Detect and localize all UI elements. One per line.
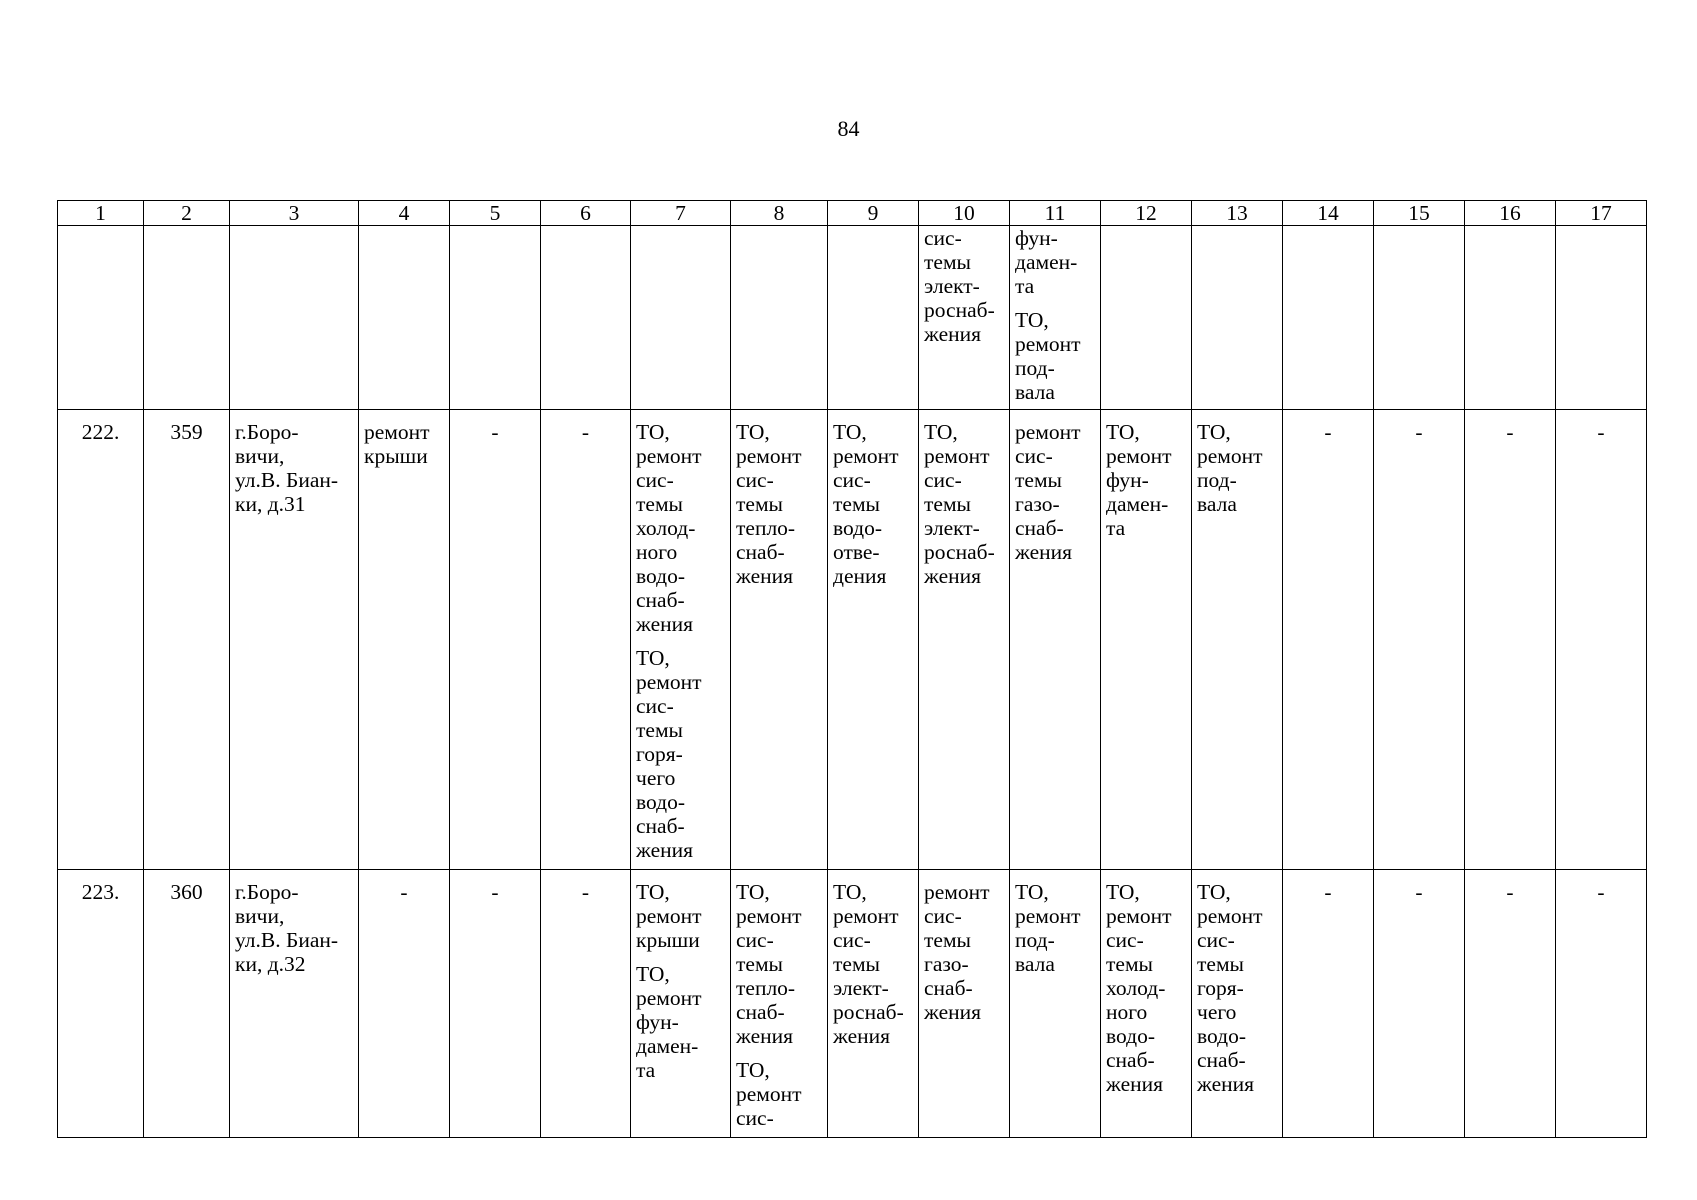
cell-paragraph (1106, 420, 1186, 540)
cell-text-line: дамен- (1106, 492, 1169, 516)
table-cell (1101, 410, 1192, 870)
cell-text-line: сис- (924, 468, 962, 492)
cell-text-line: сис- (636, 468, 674, 492)
cell-text-line: газо- (924, 952, 969, 976)
cell-text-line: ТО, (736, 1058, 770, 1082)
cell-text-line: снаб- (636, 814, 685, 838)
cell-text-line: темы (924, 928, 971, 952)
cell-text-line: жения (924, 1000, 982, 1024)
continuation-row (58, 226, 1647, 410)
column-number: 15 (1374, 201, 1465, 226)
cell-paragraph (636, 962, 725, 1082)
cell-text-line: ремонт (636, 986, 702, 1010)
table-cell: - (1283, 410, 1374, 870)
cell-text-line: та (1106, 516, 1126, 540)
table-cell (919, 410, 1010, 870)
table-cell (731, 870, 828, 1138)
cell-text-line: элект- (924, 516, 980, 540)
cell-text-line: ТО, (924, 420, 958, 444)
cell-text-line: г.Боро- (235, 420, 299, 444)
table-cell: - (1465, 410, 1556, 870)
cell-text-line: роснаб- (833, 1000, 904, 1024)
cell-paragraph (736, 1058, 822, 1130)
cell-paragraph (833, 880, 913, 1048)
column-number: 5 (450, 201, 541, 226)
cell-paragraph (736, 880, 822, 1048)
table-cell: - (541, 410, 631, 870)
cell-text-line: водо- (1197, 1024, 1246, 1048)
cell-text-line: под- (1015, 356, 1055, 380)
column-number: 3 (230, 201, 359, 226)
column-number: 6 (541, 201, 631, 226)
table-cell (1192, 410, 1283, 870)
cell-text-line: ул.В. Биан- (235, 468, 339, 492)
cell-text-line: ТО, (1197, 880, 1231, 904)
cell-text-line: ТО, (636, 962, 670, 986)
cell-text-line: ремонт (1106, 904, 1172, 928)
table-cell (541, 226, 631, 410)
cell-text-line: ремонт (364, 420, 430, 444)
cell-text-line: жения (736, 1024, 794, 1048)
cell-text-line: темы (636, 492, 683, 516)
cell-text-line: водо- (833, 516, 882, 540)
cell-text-line: ремонт (924, 880, 990, 904)
table-cell (1010, 410, 1101, 870)
cell-text-line: ки, д.32 (235, 952, 306, 976)
cell-text-line: фун- (1106, 468, 1149, 492)
cell-text-line: темы (833, 492, 880, 516)
cell-text-line: темы (924, 250, 971, 274)
table-cell (1010, 870, 1101, 1138)
column-number: 9 (828, 201, 919, 226)
cell-text-line: ки, д.31 (235, 492, 306, 516)
table-cell (919, 226, 1010, 410)
column-number: 13 (1192, 201, 1283, 226)
cell-text-line: водо- (636, 790, 685, 814)
cell-text-line: водо- (1106, 1024, 1155, 1048)
row-number: 223. (58, 870, 144, 1138)
table-cell: - (1374, 870, 1465, 1138)
column-number: 12 (1101, 201, 1192, 226)
cell-text-line: ТО, (1015, 308, 1049, 332)
cell-text-line: темы (924, 492, 971, 516)
column-number: 7 (631, 201, 731, 226)
cell-text-line: сис- (636, 694, 674, 718)
column-number: 8 (731, 201, 828, 226)
cell-text-line: ремонт (924, 444, 990, 468)
table-cell (1010, 226, 1101, 410)
cell-text-line: жения (636, 838, 694, 862)
table-cell: - (1556, 410, 1647, 870)
cell-text-line: тепло- (736, 976, 796, 1000)
cell-text-line: дамен- (636, 1034, 699, 1058)
table-cell (828, 870, 919, 1138)
table-cell: - (1556, 870, 1647, 1138)
table-cell (359, 410, 450, 870)
table-cell (1101, 870, 1192, 1138)
cell-text-line: ТО, (636, 646, 670, 670)
cell-text-line: жения (1015, 540, 1073, 564)
cell-text-line: снаб- (924, 976, 973, 1000)
cell-text-line: ремонт (636, 670, 702, 694)
cell-text-line: фун- (636, 1010, 679, 1034)
cell-text-line: ремонт (736, 904, 802, 928)
cell-text-line: элект- (924, 274, 980, 298)
column-number: 4 (359, 201, 450, 226)
cell-text-line: ТО, (736, 420, 770, 444)
cell-paragraph (1015, 880, 1095, 976)
cell-text-line: вала (1015, 380, 1055, 404)
cell-text-line: снаб- (736, 540, 785, 564)
cell-text-line: ремонт (1197, 904, 1263, 928)
column-number: 16 (1465, 201, 1556, 226)
cell-text-line: темы (1197, 952, 1244, 976)
table-cell: - (1283, 870, 1374, 1138)
cell-paragraph (636, 420, 725, 636)
cell-text-line: ремонт (1015, 420, 1081, 444)
column-number-row (58, 201, 1647, 226)
table-cell (1192, 226, 1283, 410)
column-number: 1 (58, 201, 144, 226)
cell-text-line: снаб- (1197, 1048, 1246, 1072)
cell-text-line: вичи, (235, 904, 285, 928)
cell-text-line: фун- (1015, 226, 1058, 250)
cell-text-line: сис- (736, 468, 774, 492)
cell-text-line: сис- (833, 928, 871, 952)
cell-text-line: снаб- (1106, 1048, 1155, 1072)
cell-text-line: сис- (924, 226, 962, 250)
cell-text-line: ного (636, 540, 678, 564)
table-cell: - (1465, 870, 1556, 1138)
cell-text-line: ТО, (1106, 880, 1140, 904)
table-cell (1374, 226, 1465, 410)
cell-paragraph (1106, 880, 1186, 1096)
cell-text-line: крыши (636, 928, 700, 952)
cell-text-line: снаб- (636, 588, 685, 612)
cell-text-line: элект- (833, 976, 889, 1000)
table-cell (359, 226, 450, 410)
cell-text-line: вала (1015, 952, 1055, 976)
cell-text-line: жения (833, 1024, 891, 1048)
cell-text-line: ремонт (1197, 444, 1263, 468)
cell-text-line: ТО, (833, 420, 867, 444)
cell-text-line: жения (1197, 1072, 1255, 1096)
table-cell (631, 870, 731, 1138)
cell-paragraph (1197, 880, 1277, 1096)
cell-text-line: роснаб- (924, 540, 995, 564)
cell-text-line: сис- (736, 1106, 774, 1130)
cell-text-line: сис- (924, 904, 962, 928)
cell-text-line: жения (636, 612, 694, 636)
cell-text-line: темы (736, 952, 783, 976)
cell-paragraph (364, 420, 444, 468)
cell-text-line: вала (1197, 492, 1237, 516)
cell-text-line: под- (1197, 468, 1237, 492)
cell-text-line: ТО, (1015, 880, 1049, 904)
cell-text-line: ТО, (1106, 420, 1140, 444)
cell-text-line: чего (636, 766, 676, 790)
cell-text-line: сис- (736, 928, 774, 952)
column-number: 10 (919, 201, 1010, 226)
cell-text-line: водо- (636, 564, 685, 588)
table-cell (631, 226, 731, 410)
table-cell (230, 226, 359, 410)
row-code: 359 (144, 410, 230, 870)
cell-text-line: ремонт (833, 444, 899, 468)
table-cell (1101, 226, 1192, 410)
table-cell (58, 226, 144, 410)
row-address (230, 870, 359, 1138)
table-cell: - (450, 410, 541, 870)
table-cell: - (359, 870, 450, 1138)
cell-text-line: ремонт (833, 904, 899, 928)
column-number: 11 (1010, 201, 1101, 226)
cell-text-line: холод- (636, 516, 696, 540)
table-cell (1192, 870, 1283, 1138)
cell-text-line: ТО, (636, 880, 670, 904)
cell-text-line: ремонт (1015, 332, 1081, 356)
cell-text-line: горя- (1197, 976, 1244, 1000)
cell-text-line: чего (1197, 1000, 1237, 1024)
cell-text-line: ремонт (736, 444, 802, 468)
table-cell (919, 870, 1010, 1138)
table-cell: - (541, 870, 631, 1138)
cell-text-line: темы (636, 718, 683, 742)
table-cell (144, 226, 230, 410)
cell-text-line: ТО, (736, 880, 770, 904)
cell-text-line: дамен- (1015, 250, 1078, 274)
cell-text-line: та (636, 1058, 656, 1082)
column-number: 17 (1556, 201, 1647, 226)
cell-paragraph (736, 420, 822, 588)
cell-text-line: темы (1106, 952, 1153, 976)
cell-paragraph (636, 880, 725, 952)
table-row (58, 410, 1647, 870)
table-cell: - (1374, 410, 1465, 870)
table-cell (828, 226, 919, 410)
row-code: 360 (144, 870, 230, 1138)
cell-text-line: ремонт (636, 444, 702, 468)
table-cell (731, 410, 828, 870)
cell-text-line: вичи, (235, 444, 285, 468)
cell-text-line: крыши (364, 444, 428, 468)
table-cell (1465, 226, 1556, 410)
cell-text-line: ремонт (1106, 444, 1172, 468)
cell-text-line: сис- (1015, 444, 1053, 468)
cell-text-line: ТО, (833, 880, 867, 904)
cell-paragraph (1197, 420, 1277, 516)
cell-text-line: отве- (833, 540, 880, 564)
table-cell (1283, 226, 1374, 410)
cell-paragraph (924, 226, 1004, 346)
table-cell (1556, 226, 1647, 410)
cell-paragraph (636, 646, 725, 862)
cell-text-line: жения (924, 564, 982, 588)
table-cell: - (450, 870, 541, 1138)
cell-text-line: ного (1106, 1000, 1148, 1024)
row-number: 222. (58, 410, 144, 870)
cell-paragraph (1015, 308, 1095, 404)
cell-text-line: та (1015, 274, 1035, 298)
cell-text-line: темы (1015, 468, 1062, 492)
cell-text-line: жения (924, 322, 982, 346)
cell-text-line: г.Боро- (235, 880, 299, 904)
cell-text-line: сис- (1197, 928, 1235, 952)
cell-text-line: снаб- (1015, 516, 1064, 540)
cell-text-line: темы (736, 492, 783, 516)
cell-text-line: дения (833, 564, 887, 588)
works-table (57, 200, 1647, 1138)
cell-text-line: жения (1106, 1072, 1164, 1096)
table-cell (450, 226, 541, 410)
cell-text-line: роснаб- (924, 298, 995, 322)
column-number: 14 (1283, 201, 1374, 226)
table-row (58, 870, 1647, 1138)
cell-text-line: сис- (833, 468, 871, 492)
cell-text-line: холод- (1106, 976, 1166, 1000)
cell-paragraph (235, 880, 353, 976)
cell-paragraph (235, 420, 353, 516)
table-cell (731, 226, 828, 410)
cell-text-line: ул.В. Биан- (235, 928, 339, 952)
table-cell (828, 410, 919, 870)
cell-text-line: ТО, (1197, 420, 1231, 444)
cell-paragraph (1015, 420, 1095, 564)
cell-text-line: под- (1015, 928, 1055, 952)
cell-paragraph (833, 420, 913, 588)
row-address (230, 410, 359, 870)
cell-paragraph (924, 880, 1004, 1024)
cell-text-line: жения (736, 564, 794, 588)
cell-text-line: газо- (1015, 492, 1060, 516)
cell-text-line: горя- (636, 742, 683, 766)
cell-text-line: тепло- (736, 516, 796, 540)
cell-text-line: темы (833, 952, 880, 976)
page-number: 84 (837, 116, 860, 141)
cell-paragraph (924, 420, 1004, 588)
cell-text-line: ремонт (636, 904, 702, 928)
cell-text-line: сис- (1106, 928, 1144, 952)
cell-text-line: снаб- (736, 1000, 785, 1024)
cell-text-line: ремонт (736, 1082, 802, 1106)
column-number: 2 (144, 201, 230, 226)
cell-text-line: ТО, (636, 420, 670, 444)
cell-text-line: ремонт (1015, 904, 1081, 928)
cell-paragraph (1015, 226, 1095, 298)
table-cell (631, 410, 731, 870)
